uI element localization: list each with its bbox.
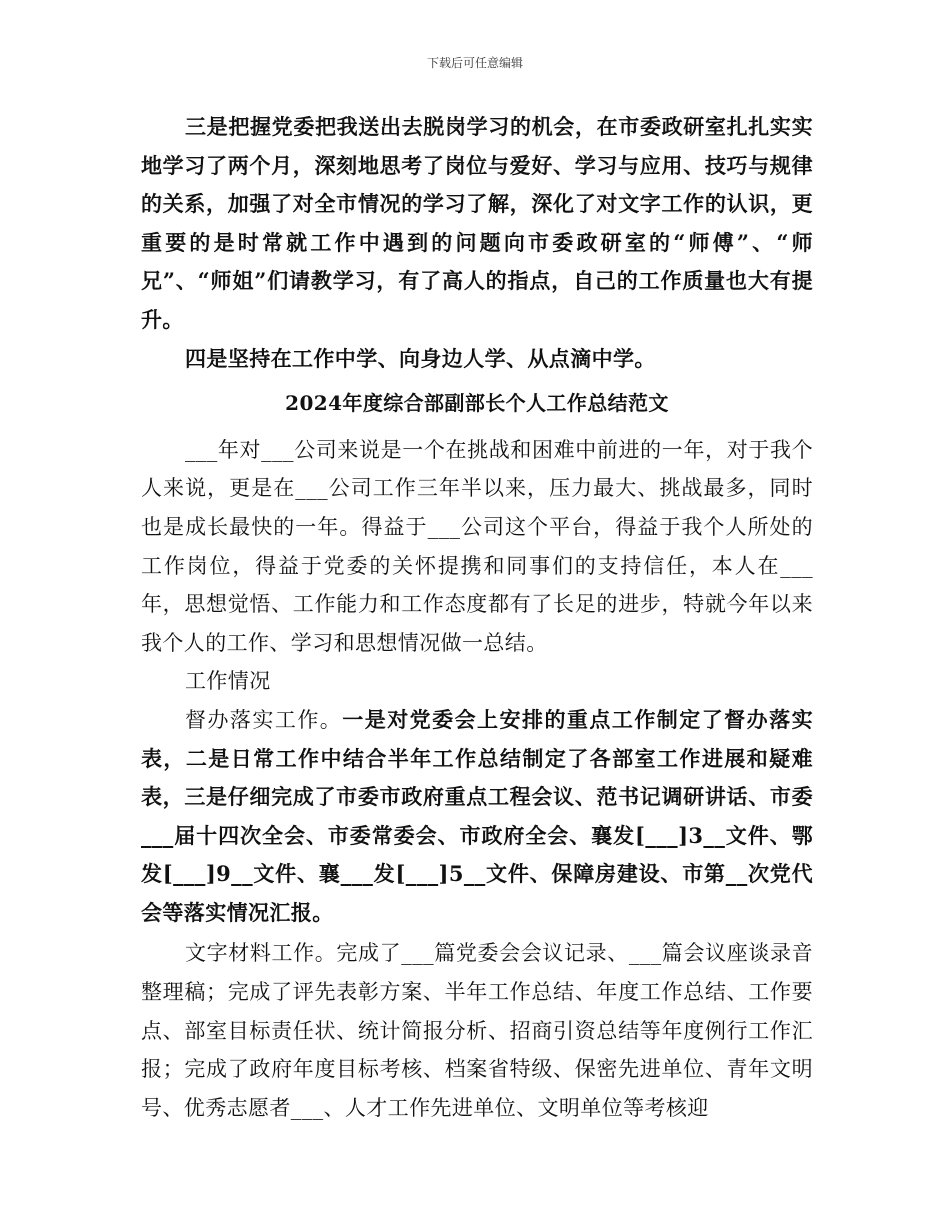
paragraph-persist-learning: 四是坚持在工作中学、向身边人学、从点滴中学。 xyxy=(185,345,656,371)
paragraph-supervision xyxy=(141,701,813,933)
paragraph-learning-opportunity: 三是把握党委把我送出去脱岗学习的机会，在市委政研室扎扎实实地学习了两个月，深刻地思考了岗位与爱好、学习与应用、技巧与规律的关系，加强了对全市情况的学习了解，深化了对文字工作的认识，更重要的是时常就工作中遇到的问题向市委政研室的“师傅”、“师兄”、“师姐”们请教学习，有了高人的指点，自己的工作质量也大有提升。 xyxy=(141,114,813,332)
paragraph-intro: ___年对___公司来说是一个在挑战和困难中前进的一年，对于我个人来说，更是在___公司工作三年半以来，压力最大、挑战最多，同时也是成长最快的一年。得益于___公司这个平台，得益于我个人所处的工作岗位，得益于党委的关怀提携和同事们的支持信任，本人在___年，思想觉悟、工作能力和工作态度都有了长足的进步，特就今年以来我个人的工作、学习和思想情况做一总结。 xyxy=(141,437,813,655)
supervision-details: 一是对党委会上安排的重点工作制定了督办落实表，二是日常工作中结合半年工作总结制定了各部室工作进展和疑难表，三是仔细完成了市委市政府重点工程会议、范书记调研讲话、市委___届十四次全会、市委常委会、市政府全会、襄发[___]3__文件、鄂发[___]9__文件、襄___发[___]5__文件、保障房建设、市第__次党代会等落实情况汇报。 xyxy=(141,706,813,925)
section-heading-work: 工作情况 xyxy=(185,669,271,694)
document-body xyxy=(141,108,813,1127)
document-title: 2024年度综合部副部长个人工作总结范文 xyxy=(285,391,669,416)
paragraph-writing-work: 文字材料工作。完成了___篇党委会会议记录、___篇会议座谈录音整理稿；完成了评先表彰方案、半年工作总结、年度工作总结、工作要点、部室目标责任状、统计简报分析、招商引资总结等年度例行工作汇报；完成了政府年度目标考核、档案省特级、保密先进单位、青年文明号、优秀志愿者___、人才工作先进单位、文明单位等考核迎 xyxy=(141,941,813,1120)
page-header: 下载后可任意编辑 xyxy=(426,56,523,70)
supervision-lead: 督办落实工作。 xyxy=(185,707,343,732)
